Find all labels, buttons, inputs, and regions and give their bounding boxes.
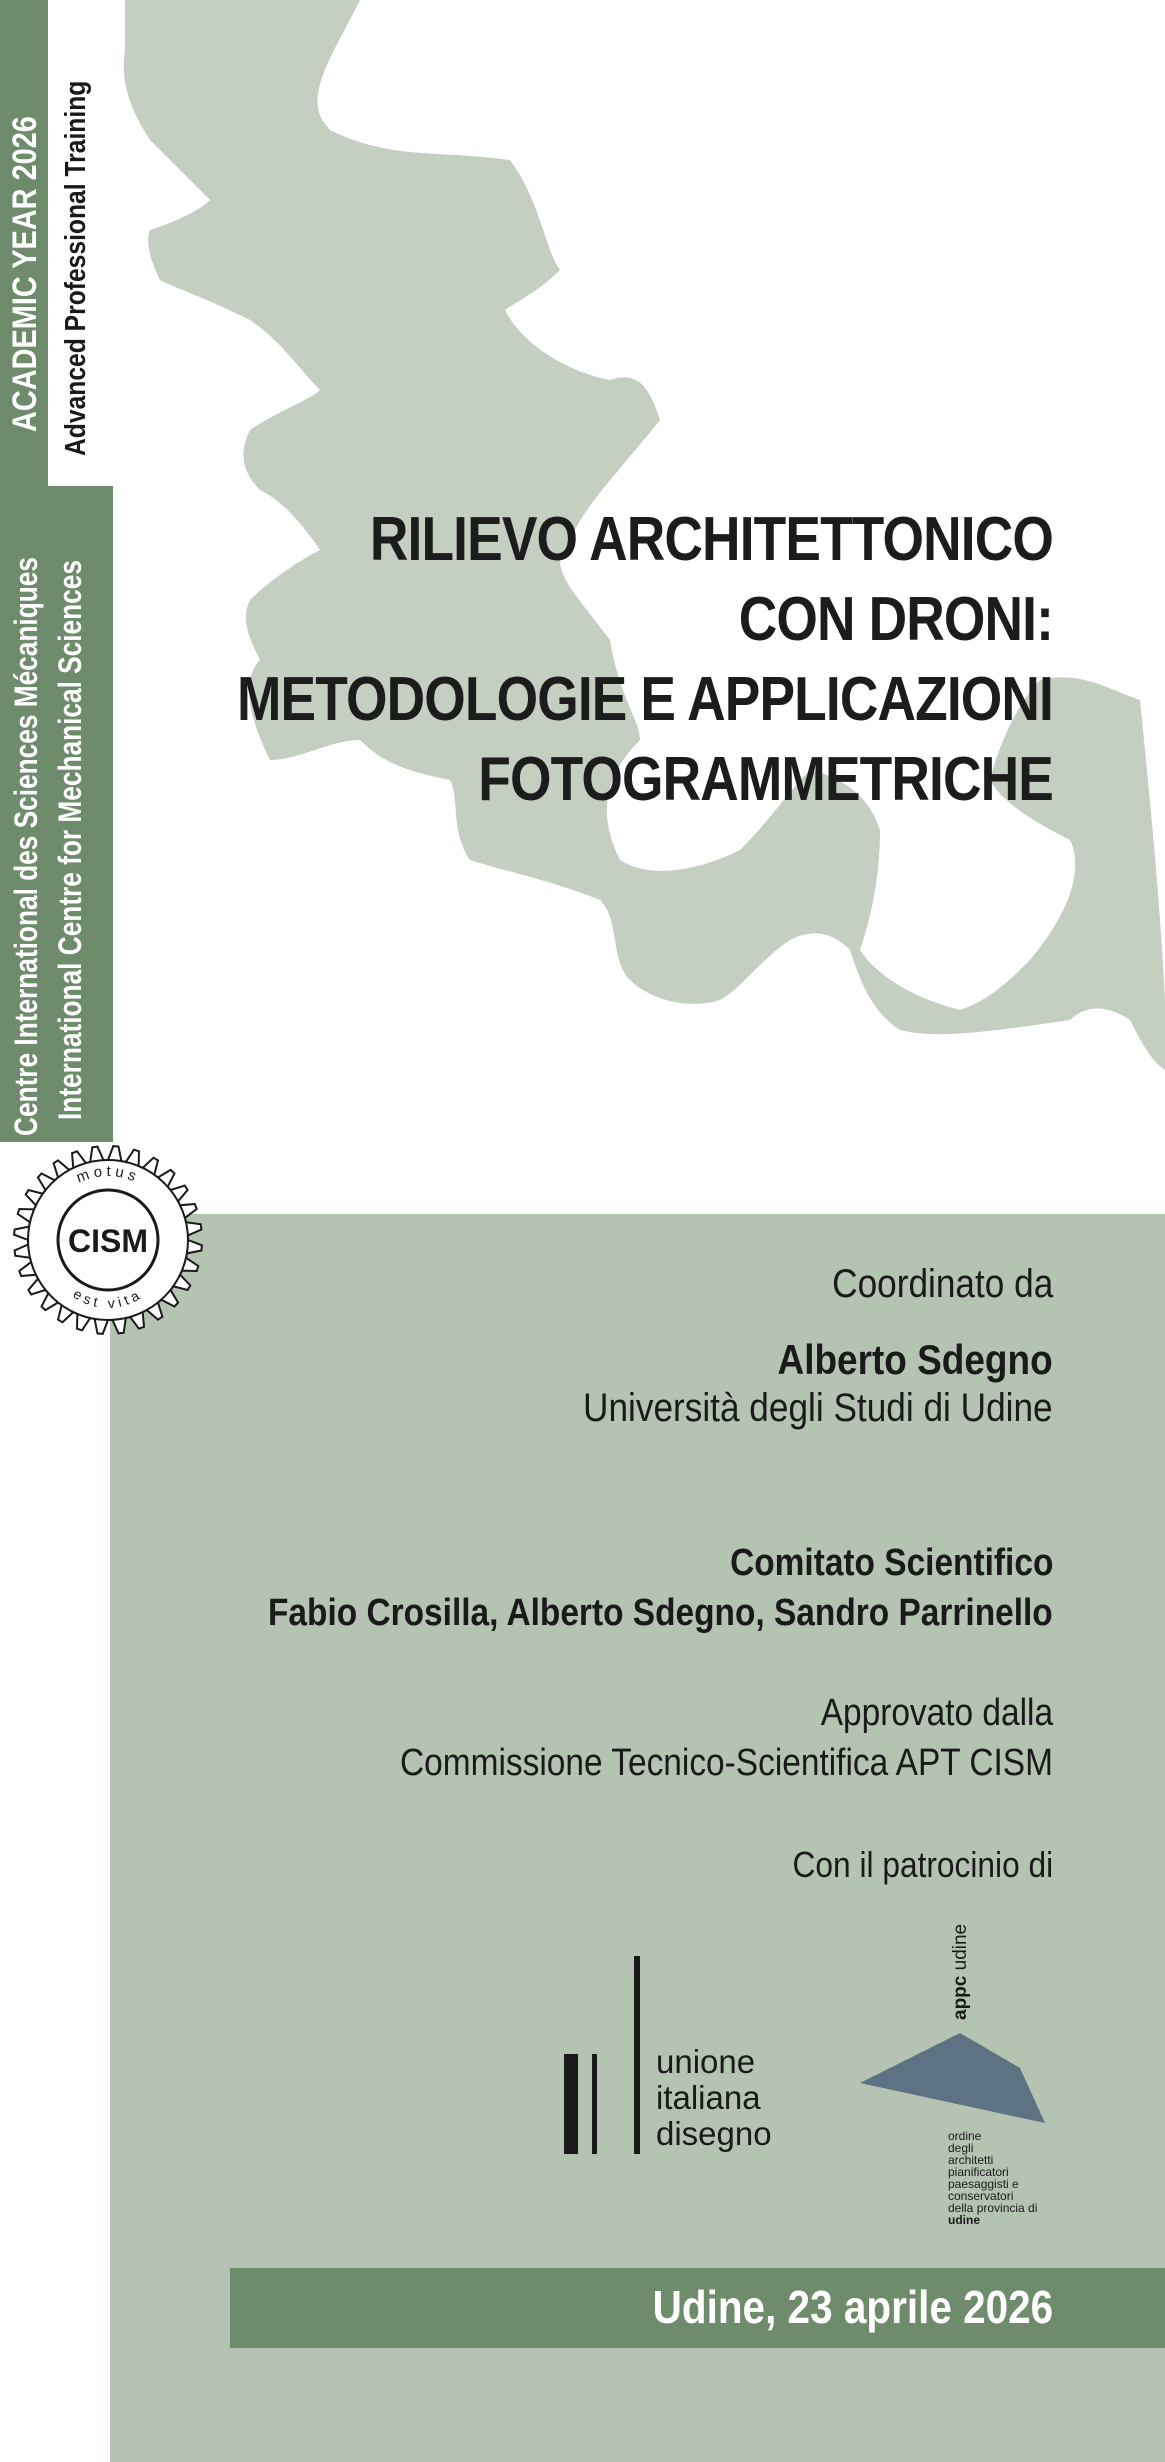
course-title <box>193 500 1053 820</box>
patronage-label: Con il patrocinio di <box>792 1844 1053 1885</box>
centre-english-label: International Centre for Mechanical Sciences <box>52 560 88 1120</box>
appc-text-line: conservatori <box>948 2189 1014 2203</box>
approval-line-2: Commissione Tecnico-Scientifica APT CISM <box>400 1742 1053 1784</box>
coordinator-name: Alberto Sdegno <box>777 1336 1053 1383</box>
uid-bar <box>592 2054 597 2154</box>
committee-members: Fabio Crosilla, Alberto Sdegno, Sandro Parrinello <box>268 1592 1053 1634</box>
appc-vertical-bold: appc <box>950 1975 971 2020</box>
title-line: RILIEVO ARCHITETTONICO <box>369 505 1053 574</box>
appc-text-line: udine <box>948 2213 980 2227</box>
appc-text <box>948 2130 1037 2226</box>
coordination-label: Coordinato da <box>831 1262 1053 1306</box>
appc-text-line: pianificatori <box>948 2165 1009 2179</box>
title-line: METODOLOGIE E APPLICAZIONI <box>236 665 1053 734</box>
academic-year-label: ACADEMIC YEAR 2026 <box>6 116 44 433</box>
cism-logo-text: CISM <box>68 1223 148 1259</box>
cism-logo <box>8 1140 208 1340</box>
uid-text-line: disegno <box>656 2115 772 2152</box>
title-line: FOTOGRAMMETRICHE <box>478 745 1053 814</box>
committee-label: Comitato Scientifico <box>729 1542 1053 1584</box>
coordinator-affiliation: Università degli Studi di Udine <box>583 1386 1053 1430</box>
appc-text-line: paesaggisti e <box>948 2177 1019 2191</box>
cism-motto-top: motus <box>74 1162 143 1187</box>
uid-text <box>656 2044 772 2152</box>
appc-text-line: architetti <box>948 2153 994 2167</box>
appc-vertical-label <box>950 1924 972 2020</box>
appc-text-line: della provincia di <box>948 2201 1038 2215</box>
uid-text-line: italiana <box>656 2079 761 2116</box>
centre-french-label: Centre International des Sciences Mécaniques <box>8 557 44 1136</box>
event-date: Udine, 23 aprile 2026 <box>652 2281 1053 2333</box>
uid-logo <box>564 1956 804 2156</box>
appc-text-line: ordine <box>948 2129 982 2143</box>
appc-text-line: degli <box>948 2141 974 2155</box>
uid-bar <box>634 1956 640 2154</box>
appc-shape <box>860 2028 1050 2128</box>
approval-line-1: Approvato dalla <box>820 1692 1053 1734</box>
cism-motto-bottom: est vita <box>70 1285 146 1312</box>
appc-vertical-rest: udine <box>950 1923 971 1976</box>
title-line: CON DRONI: <box>738 585 1053 654</box>
appc-logo <box>860 1920 1060 2240</box>
uid-text-line: unione <box>656 2043 756 2080</box>
uid-bar <box>564 2054 578 2154</box>
training-label: Advanced Professional Training <box>60 80 92 456</box>
